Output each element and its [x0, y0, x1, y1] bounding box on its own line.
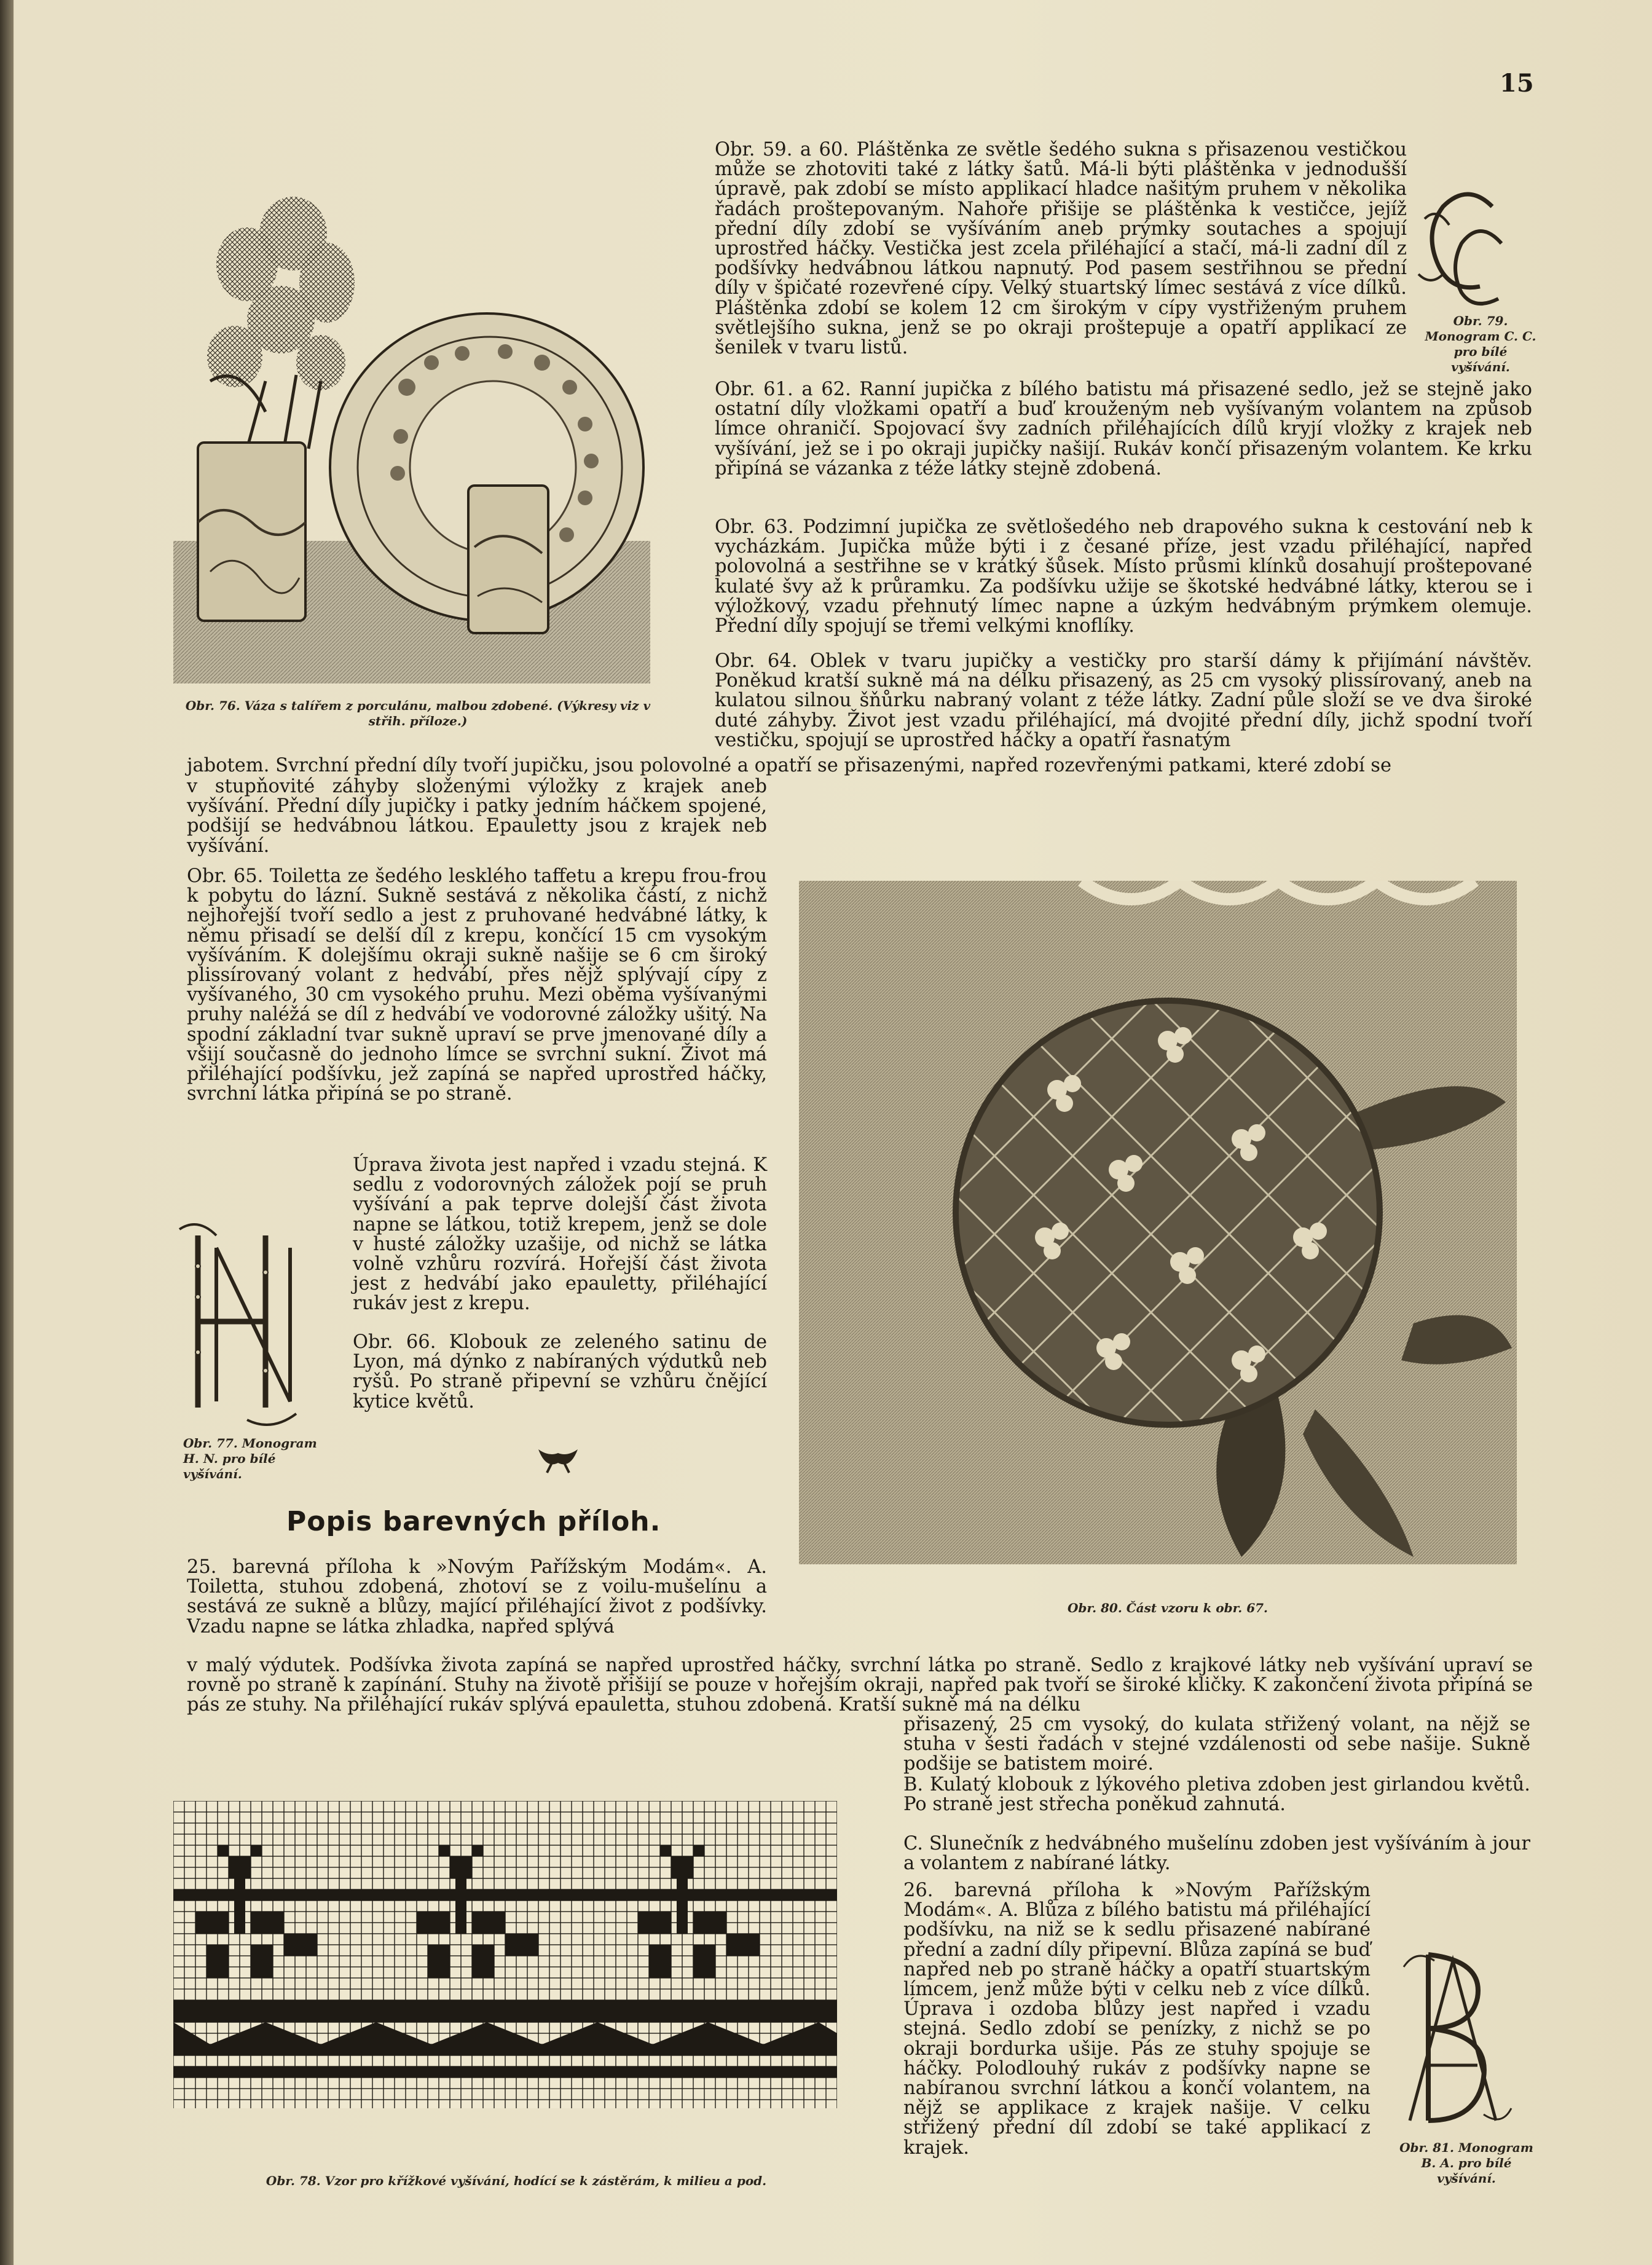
paragraph-priloha-25-c: C. Slunečník z hedvábného mušelínu zdoben jest vyšíváním à jour a volantem z nabírané látky. [903, 1833, 1530, 1875]
paragraph-obr-64-continued: jabotem. Svrchní přední díly tvoří jupičku, jsou polovolné a opatří se přisazenými, napřed rozevřenými patkami, které zdobí se [187, 755, 1391, 776]
monogram-ba [1391, 1942, 1514, 2133]
paragraph-priloha-25: 25. barevná příloha k »Novým Pařížským Modám«. A. Toiletta, stuhou zdobená, zhotoví se z voilu-mušelínu a sestává ze sukně a blůzy, mající přiléhající život z podšívky. Vzadu napne se látka zhladka, napřed splývá [187, 1556, 767, 1637]
caption-fig79: Obr. 79. Monogram C. C. pro bílé vyšívání. [1425, 313, 1536, 374]
paragraph-obr-65-continued: Úprava života jest napřed i vzadu stejná. K sedlu z vodorovných záložek pojí se pruh vyšívání a pak teprve dolejší část života napne se látkou, totiž krepem, jenž se dole v husté záložky uzašije, od nichž se látka volně vzhůru rozvírá. Hořejší část života jest z hedvábí jako epauletty, přiléhající rukáv jest z krepu. [353, 1154, 767, 1315]
caption-fig80: Obr. 80. Část vzoru k obr. 67. [1067, 1601, 1268, 1615]
figure-vase-plate [173, 178, 650, 683]
paragraph-obr-64-end: v stupňovité záhyby složenými výložky z krajek aneb vyšívání. Přední díly jupičky i patky jedním háčkem spojené, podšijí se hedvábnou látkou. Epauletty jsou z krajek neb vyšívání. [187, 776, 767, 857]
caption-fig81: Obr. 81. Monogram B. A. pro bílé vyšívání. [1399, 2140, 1533, 2186]
paragraph-obr-64: Obr. 64. Oblek v tvaru jupičky a vestičky pro starší dámy k přijímání návštěv. Poněkud kratší sukně má na délku přisazený, as 25 cm vysoký plissírovaný, aneb na kulatou silnou šňůrku nabraný volant z téže látky. Zadní půle složí se ve dva široké duté záhyby. Život jest vzadu přiléhající, má dvojité přední díly, jichž spodní tvoří vestičku, spojují se uprostřed háčky a opatří řasnatým [715, 650, 1532, 751]
section-heading: Popis barevných příloh. [286, 1506, 661, 1537]
caption-fig78: Obr. 78. Vzor pro křížkové vyšívání, hodící se k zástěrám, k milieu a pod. [266, 2173, 767, 2188]
decorative-ornament [533, 1444, 583, 1475]
paragraph-priloha-25-volant: přisazený, 25 cm vysoký, do kulata střižený volant, na nějž se stuha v šesti řadách v stejné vzdálenosti od sebe našije. Sukně podšije se batistem moiré. [903, 1714, 1530, 1775]
figure-cross-stitch-pattern [173, 1801, 837, 2108]
caption-fig76: Obr. 76. Váza s talířem z porculánu, malbou zdobené. (Výkresy viz v střih. příloze.) [185, 698, 651, 728]
paragraph-obr-61-62: Obr. 61. a 62. Ranní jupička z bílého batistu má přisazené sedlo, jež se stejně jako ostatní díly vložkami opatří a buď krouženým neb vyšívaným volantem na způsob límce ohraničí. Spojovací švy zadních přiléhajících dílů kryjí vložky z krajek neb vyšívání, jež se i po okraji jupičky našijí. Rukáv končí přisazeným volantem. Ke krku připíná se vázanka z téže látky stejně zdobená. [715, 379, 1532, 479]
monogram-hn [173, 1211, 315, 1432]
figure-embroidery-pattern [799, 881, 1517, 1564]
caption-fig77: Obr. 77. Monogram H. N. pro bílé vyšívání. [183, 1436, 317, 1481]
paragraph-obr-59-60: Obr. 59. a 60. Pláštěnka ze světle šedého sukna s přisazenou vestičkou může se zhotoviti také z látky šatů. Má-li býti pláštěnka v jednodušší úpravě, pak zdobí se místo applikací hladce našitým pruhem v několika řadách proštepovaným. Nahoře přišije se pláštěnka k vestičce, jejíž přední díly zdobí se vyšíváním aneb prýmky soutaches a spojují uprostřed háčky. Vestička jest zcela přiléhající a stačí, má-li zadní díl z podšívky hedvábnou látkou napnutý. Pod pasem sestřihnou se přední díly v špičaté rozevřené cípy. Velký stuartský límec sestává z více dílků. Pláštěnka zdobí se kolem 12 cm širokým v cípy vystřiženým pruhem světlejšího sukna, jenž se po okraji proštepuje a opatří applikací ze šenilek v tvaru listů. [715, 139, 1407, 359]
monogram-cc [1412, 182, 1511, 312]
page-number: 15 [1500, 69, 1534, 98]
paragraph-obr-63: Obr. 63. Podzimní jupička ze světlošedého neb drapového sukna k cestování neb k vycházkám. Jupička může býti i z česané příze, jest vzadu přiléhající, napřed polovolná a sestřihne se v krátký šůsek. Místo průsmi klínků dosahují proštepované kulaté švy až k průramku. Za podšívku užije se škotské hedvábné látky, kterou se i výložkový, vzadu přehnutý límec napne a úzkým hedvábným prýmkem olemuje. Přední díly spojují se třemi velkými knoflíky. [715, 516, 1532, 637]
paragraph-obr-65: Obr. 65. Toiletta ze šedého lesklého taffetu a krepu frou-frou k pobytu do lázní. Sukně sestává z několika částí, z nichž nejhořejší tvoří sedlo a jest z pruhované hedvábné látky, k němu přisadí se delší díl z krepu, končící 15 cm vysokým vyšíváním. K dolejšímu okraji sukně našije se 6 cm široký plissírovaný volant z hedvábí, přes nějž splývají cípy z vyšívaného, 30 cm vysokého pruhu. Mezi oběma vyšívanými pruhy naléžá se díl z hedvábí ve vodorovné záložky ušitý. Na spodní základní tvar sukně upraví se prve jmenované díly a všijí současně do jednoho límce se svrchní sukní. Život má přiléhající podšívku, jež zapíná se napřed uprostřed háčky, svrchní látka připíná se po straně. [187, 865, 767, 1105]
paragraph-priloha-25-continued: v malý výdutek. Podšívka života zapíná se napřed uprostřed háčky, svrchní látka po straně. Sedlo z krajkové látky neb vyšívání upraví se rovně po straně k zapínání. Stuhy na životě přišijí se pouze v hořejším okraji, napřed pak tvoří se široké kličky. K zakončení života připíná se pás ze stuhy. Na přiléhající rukáv splývá epauletta, stuhou zdobená. Kratší sukně má na délku [187, 1655, 1533, 1716]
paragraph-obr-66: Obr. 66. Klobouk ze zeleného satinu de Lyon, má dýnko z nabíraných výdutků neb ryšů. Po straně připevní se vzhůru čnějící kytice květů. [353, 1331, 767, 1412]
paragraph-priloha-25-b: B. Kulatý klobouk z lýkového pletiva zdoben jest girlandou květů. Po straně jest střecha poněkud zahnutá. [903, 1774, 1530, 1816]
book-spine-shadow [0, 0, 14, 2265]
paragraph-priloha-26: 26. barevná příloha k »Novým Pařížským Modám«. A. Blůza z bílého batistu má přiléhající podšívku, na niž se k sedlu přisazené nabírané přední a zadní díly připevní. Blůza zapíná se buď napřed neb po straně háčky a opatří stuartským límcem, jenž může býti v celku neb z více dílků. Úprava i ozdoba blůzy jest napřed i vzadu stejná. Sedlo zdobí se penízky, z nichž se po okraji bordurka ušije. Pás ze stuhy spojuje se háčky. Polodlouhý rukáv z podšívky napne se nabíranou svrchní látkou a končí volantem, na nějž se applikace z krajek našije. V celku střižený přední díl zdobí se také applikací z krajek. [903, 1880, 1371, 2159]
